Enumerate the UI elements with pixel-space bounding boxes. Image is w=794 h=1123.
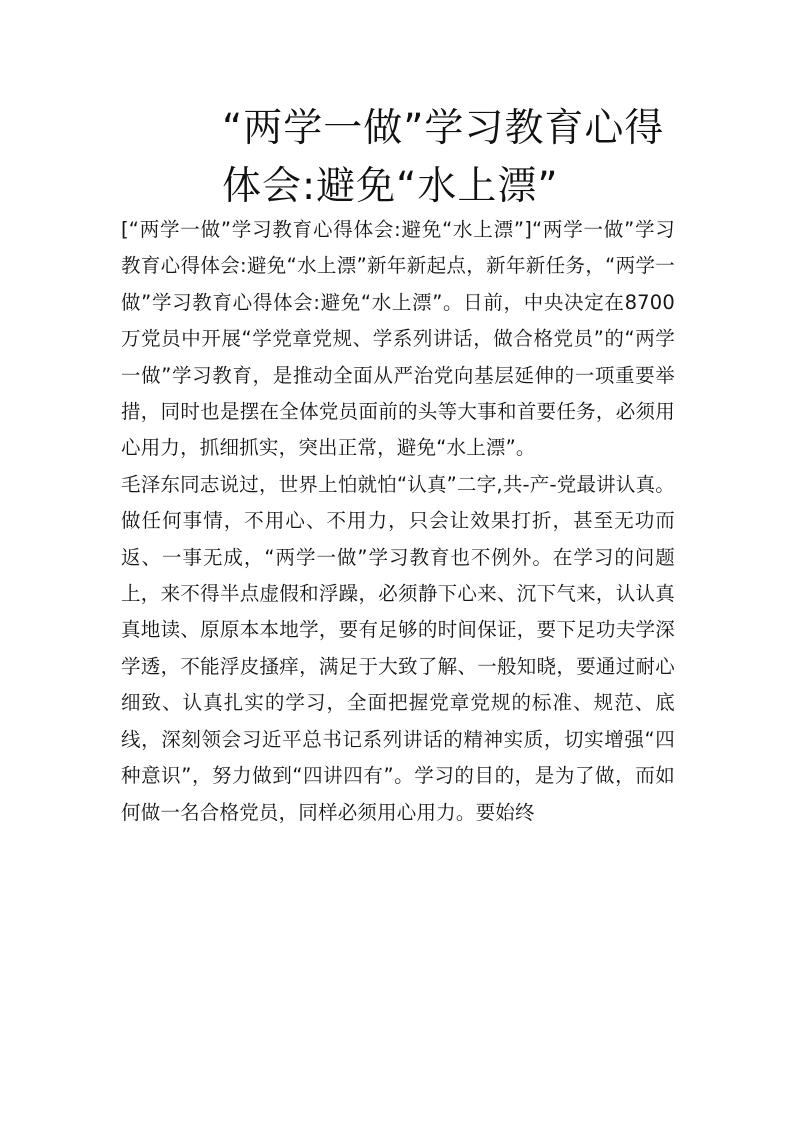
paragraph-1: [“两学一做”学习教育心得体会:避免“水上漂”]“两学一做”学习教育心得体会:避免“水上漂”新年新起点，新年新任务，“两学一做”学习教育心得体会:避免“水上漂”。日前，中央决定在8700万党员中开展“学党章党规、学系列讲话，做合格党员”的“两学一做”学习教育，是推动全面从严治党向基层延伸的一项重要举措，同时也是摆在全体党员面前的头等大事和首要任务，必须用心用力，抓细抓实，突出正常，避免“水上漂”。 (121, 218, 675, 460)
title-line-1: “两学一做”学习教育心得 (222, 106, 665, 151)
title-line-2: 体会:避免“水上漂” (222, 164, 559, 209)
document-body (121, 212, 675, 831)
document-title (222, 100, 672, 216)
paragraph-2: 毛泽东同志说过，世界上怕就怕“认真”二字,共-产-党最讲认真。做任何事情，不用心、不用力，只会让效果打折，甚至无功而返、一事无成，“两学一做”学习教育也不例外。在学习的问题上，来不得半点虚假和浮躁，必须静下心来、沉下气来，认认真真地读、原原本本地学，要有足够的时间保证，要下足功夫学深学透，不能浮皮搔痒，满足于大致了解、一般知晓，要通过耐心细致、认真扎实的学习，全面把握党章党规的标准、规范、底线，深刻领会习近平总书记系列讲话的精神实质，切实增强“四种意识”，努力做到“四讲四有”。学习的目的，是为了做，而如何做一名合格党员，同样必须用心用力。要始终 (121, 472, 675, 824)
